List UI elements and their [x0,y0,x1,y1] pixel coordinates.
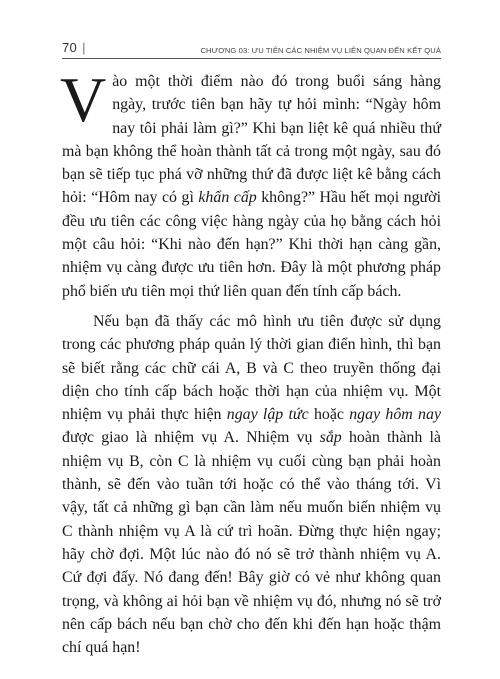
running-header [62,37,441,59]
p2-italic-sap: sắp [319,429,342,447]
p1-text-b: không?” Hầu hết mọi người đều ưu tiên các công việc hàng ngày của họ bằng cách hỏi một câu hỏi: “Khi nào đến hạn?” Khi thời hạn càng gần, nhiệm vụ càng được ưu tiên hơn. Đây là một phương pháp phổ biến ưu tiên mọi thứ liên quan đến tính cấp bách. [62,189,441,300]
p2-text-b: hoặc [308,406,350,424]
p2-text-d: hoàn thành là nhiệm vụ B, còn C là nhiệm vụ cuối cùng bạn phải hoàn thành, sẽ đến vào tuần tới hoặc có thể vào tháng tới. Vì vậy, tất cả những gì bạn cần làm nếu muốn biến nhiệm vụ C thành nhiệm vụ A là cứ trì hoãn. Đừng thực hiện ngay; hãy chờ đợi. Một lúc nào đó nó sẽ trở thành nhiệm vụ A. Cứ đợi đấy. Nó đang đến! Bây giờ có vẻ như không quan trọng, và không ai hỏi bạn về nhiệm vụ đó, nhưng nó sẽ trở nên cấp bách nếu bạn chờ cho đến khi đến hạn hoặc thậm chí quá hạn! [62,429,441,657]
chapter-title: CHƯƠNG 03: ƯU TIÊN CÁC NHIỆM VỤ LIÊN QUAN ĐẾN KẾT QUẢ [200,46,441,55]
p1-text-a: ào một thời điểm nào đó trong buổi sáng hàng ngày, trước tiên bạn hãy tự hỏi mình: “Ngày hôm nay tôi phải làm gì?” Khi bạn liệt kê quá nhiều thứ mà bạn không thể hoàn thành tất cả trong một ngày, sau đó bạn sẽ tiếp tục phá vỡ những thứ đã được liệt kê bằng cách hỏi: “Hôm nay có gì [62,73,441,207]
drop-cap: V [60,64,107,135]
p2-text-a: Nếu bạn đã thấy các mô hình ưu tiên được sử dụng trong các phương pháp quản lý thời gian điển hình, thì bạn sẽ biết rằng các chữ cái A, B và C theo truyền thống đại diện cho tính cấp bách hoặc thời hạn của nhiệm vụ. Một nhiệm vụ phải thực hiện [62,312,441,424]
body-text [60,64,441,659]
paragraph-1 [60,64,441,303]
p1-italic-khan-cap: khẩn cấp [198,189,257,207]
header-separator: | [82,40,86,55]
p2-text-c: được giao là nhiệm vụ A. Nhiệm vụ [62,429,320,447]
paragraph-2 [62,310,441,659]
p2-italic-ngay-lap-tuc: ngay lập tức [226,406,309,424]
page-number: 70 | [62,40,86,55]
p2-italic-ngay-hom-nay: ngay hôm nay [349,406,441,424]
